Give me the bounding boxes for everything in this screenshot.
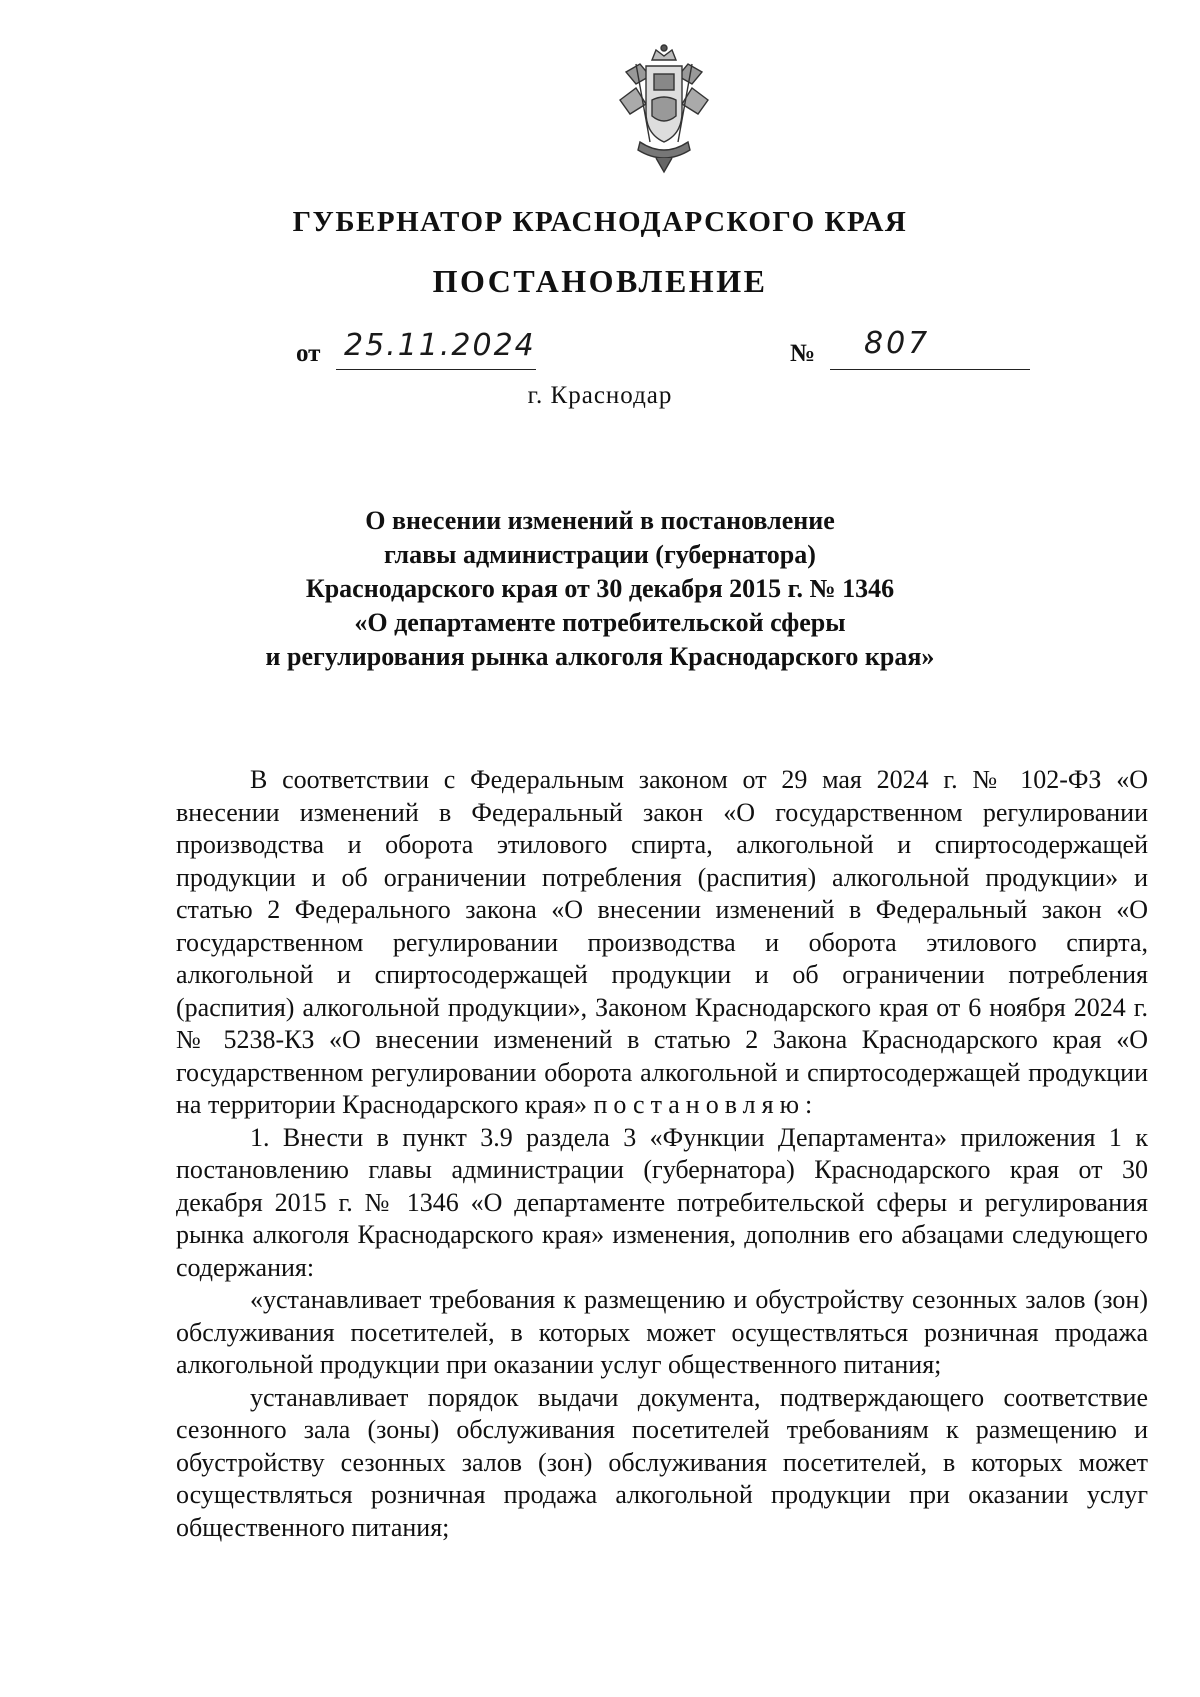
issuing-authority: ГУБЕРНАТОР КРАСНОДАРСКОГО КРАЯ bbox=[292, 206, 908, 238]
decree-word: постановляю: bbox=[593, 1090, 819, 1119]
document-title bbox=[0, 504, 1200, 674]
paragraph-item-1: 1. Внести в пункт 3.9 раздела 3 «Функции Департамента» приложения 1 к постановлению главы администрации (губернатора) Краснодарского края от 30 декабря 2015 г. № 1346 «О департаменте потребительской сферы и регулирования рынка алкоголя Краснодарского края» изменения, дополнив его абзацами следующего содержания: bbox=[176, 1122, 1148, 1282]
date-underline bbox=[336, 369, 536, 370]
number-underline bbox=[830, 369, 1030, 370]
title-line: Краснодарского края от 30 декабря 2015 г. № 1346 bbox=[305, 574, 895, 603]
number-label: № bbox=[790, 340, 816, 367]
document-type: ПОСТАНОВЛЕНИЕ bbox=[432, 263, 768, 299]
document-body bbox=[176, 764, 1148, 1544]
title-line: О внесении изменений в постановление bbox=[365, 506, 835, 535]
date-label: от bbox=[296, 340, 321, 367]
preamble-text: В соответствии с Федеральным законом от 29 мая 2024 г. № 102-ФЗ «О внесении изменений в Федеральный закон «О государственном регулировании производства и оборота этилового спирта, алкогольной и спиртосодержащей продукции и об ограничении потребления (распития) алкогольной продукции» и статью 2 Федерального закона «О внесении изменений в Федеральный закон «О государственном регулировании производства и оборота этилового спирта, алкогольной и спиртосодержащей продукции и об ограничении потребления (распития) алкогольной продукции», Законом Краснодарского края от 6 ноября 2024 г. № 5238-КЗ «О внесении изменений в статью 2 Закона Краснодарского края «О государственном регулировании оборота алкогольной и спиртосодержащей продукции на территории Краснодарского края» bbox=[176, 765, 1148, 1119]
paragraph-preamble bbox=[176, 764, 1148, 1122]
title-line: «О департаменте потребительской сферы bbox=[354, 608, 846, 637]
date-number-row bbox=[0, 328, 1200, 372]
paragraph-quote-2: устанавливает порядок выдачи документа, подтверждающего соответствие сезонного зала (зоны) обслуживания посетителей требованиям к размещению и обустройству сезонных залов (зон) обслуживания посетителей, в которых может осуществляться розничная продажа алкогольной продукции при оказании услуг общественного питания; bbox=[176, 1382, 1148, 1542]
coat-of-arms-emblem bbox=[606, 42, 722, 177]
title-line: главы администрации (губернатора) bbox=[384, 540, 816, 569]
title-line: и регулирования рынка алкоголя Краснодарского края» bbox=[265, 642, 935, 671]
number-value: 807 bbox=[864, 326, 931, 361]
paragraph-quote-1: «устанавливает требования к размещению и обустройству сезонных залов (зон) обслуживания посетителей, в которых может осуществляться розничная продажа алкогольной продукции при оказании услуг общественного питания; bbox=[176, 1285, 1148, 1379]
date-value: 25.11.2024 bbox=[344, 328, 536, 363]
city: г. Краснодар bbox=[527, 382, 673, 409]
